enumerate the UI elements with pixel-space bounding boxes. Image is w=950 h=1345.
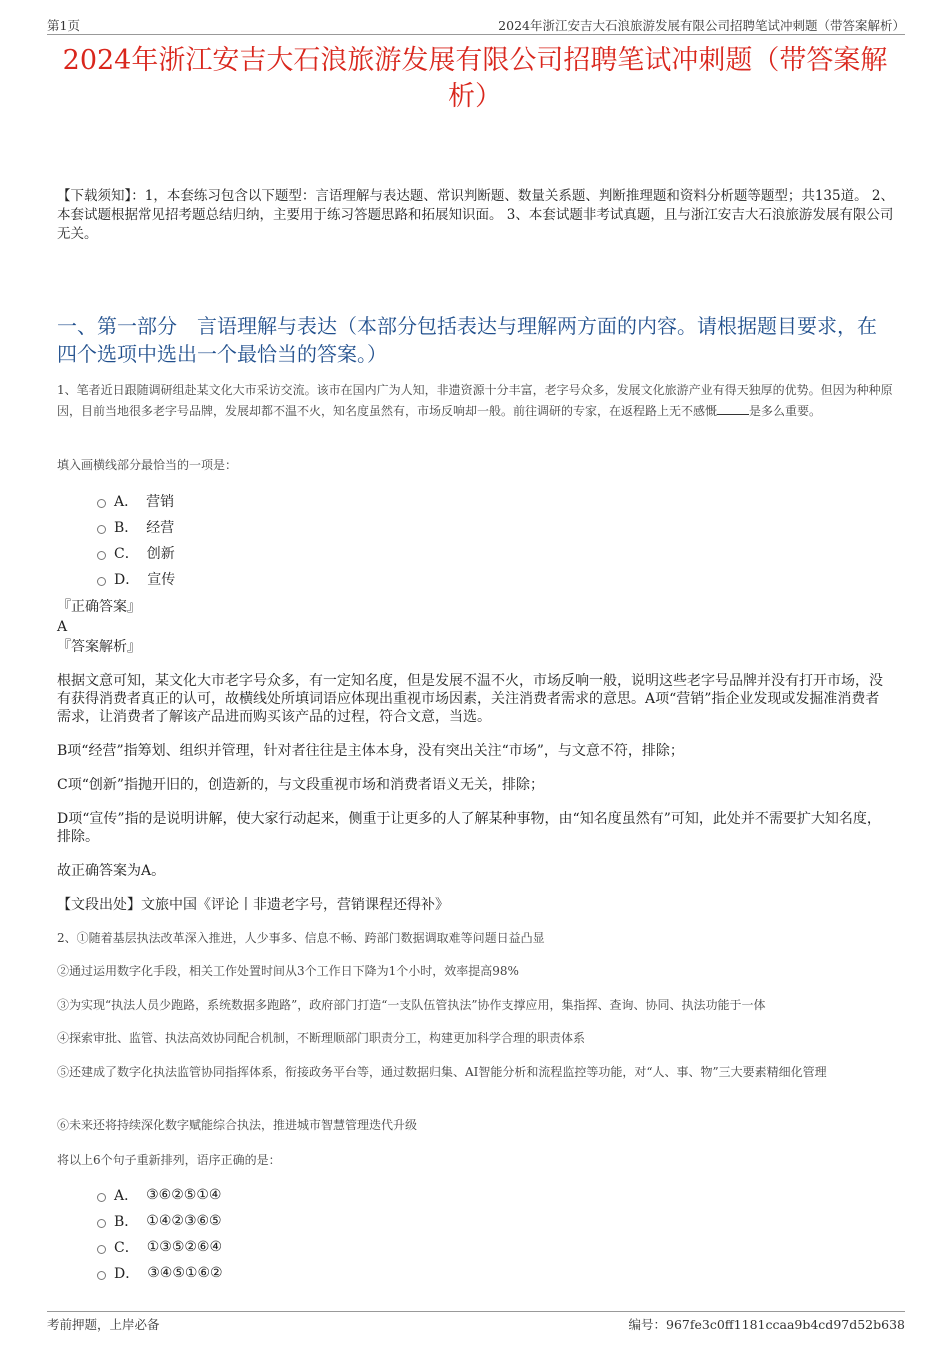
analysis-paragraph: 根据文意可知，某文化大市老字号众多，有一定知名度，但是发展不温不火，市场反响一般，说明这些老字号品牌并没有打开市场，没有获得消费者真正的认可，故横线处所填词语应体现出重视市场因素，关注消费者需求的意思。A项“营销”指企业发现或发掘准消费者需求，让消费者了解该产品进而购买该产品的过程，符合文意，当选。 [57, 673, 883, 725]
correct-answer: A [57, 619, 68, 635]
option-a[interactable]: A． 营销 [97, 488, 175, 514]
option-c[interactable]: C． ①③⑤②⑥④ [97, 1234, 223, 1260]
footer-serial: 编号：967fe3c0ff1181ccaa9b4cd97d52b638 [628, 1317, 905, 1332]
analysis-label: 『答案解析』 [57, 639, 141, 655]
radio-icon[interactable] [97, 1219, 106, 1228]
option-d[interactable]: D． 宣传 [97, 566, 175, 592]
radio-icon[interactable] [97, 525, 106, 534]
page-footer [47, 1311, 905, 1332]
question-2-sentence-5: ⑤还建成了数字化执法监管协同指挥体系，衔接政务平台等，通过数据归集、AI智能分析和流程监控等功能，对“人、事、物”三大要素精细化管理 [57, 1065, 827, 1079]
analysis-paragraph: D项“宣传”指的是说明讲解，使大家行动起来，侧重于让更多的人了解某种事物，由“知名度虽然有”可知，此处并不需要扩大知名度，排除。 [57, 811, 881, 845]
header-doc-title: 2024年浙江安吉大石浪旅游发展有限公司招聘笔试冲刺题（带答案解析） [498, 18, 905, 33]
fill-blank [717, 402, 749, 415]
question-2-sentence-4: ④探索审批、监管、执法高效协同配合机制，不断理顺部门职责分工，构建更加科学合理的职责体系 [57, 1031, 586, 1045]
question-2-sentence-6: ⑥未来还将持续深化数字赋能综合执法，推进城市智慧管理迭代升级 [57, 1118, 418, 1132]
question-1-text-end: 是多么重要。 [749, 404, 822, 418]
download-notice: 【下载须知】：1，本套练习包含以下题型：言语理解与表达题、常识判断题、数量关系题、判断推理题和资料分析题等题型；共135道。 2、本套试题根据常见招考题总结归纳，主要用于练习答题思路和拓展知识面。 3、本套试题非考试真题，且与浙江安吉大石浪旅游发展有限公司无关。 [57, 188, 894, 242]
page-number: 第1页 [47, 18, 80, 33]
correct-answer-label: 『正确答案』 [57, 599, 141, 615]
question-1-text: 1、笔者近日跟随调研组赴某文化大市采访交流。该市在国内广为人知，非遗资源十分丰富，老字号众多，发展文化旅游产业有得天独厚的优势。但因为种种原因，目前当地很多老字号品牌，发展却都不温不火，知名度虽然有，市场反响却一般。前往调研的专家，在返程路上无不感慨 [57, 383, 893, 418]
radio-icon[interactable] [97, 1193, 106, 1202]
question-2-options [97, 1182, 223, 1286]
question-2-prompt: 将以上6个句子重新排列，语序正确的是： [57, 1153, 281, 1167]
question-1-options [97, 488, 175, 592]
analysis-paragraph: B项“经营”指筹划、组织并管理，针对者往往是主体本身，没有突出关注“市场”，与文意不符，排除； [57, 743, 684, 759]
document-title: 2024年浙江安吉大石浪旅游发展有限公司招聘笔试冲刺题（带答案解析） [62, 45, 888, 112]
option-a[interactable]: A． ③⑥②⑤①④ [97, 1182, 223, 1208]
answer-block [57, 598, 890, 656]
option-c[interactable]: C． 创新 [97, 540, 175, 566]
radio-icon[interactable] [97, 551, 106, 560]
radio-icon[interactable] [97, 577, 106, 586]
option-d[interactable]: D． ③④⑤①⑥② [97, 1260, 223, 1286]
analysis-source: 【文段出处】文旅中国《评论丨非遗老字号，营销课程还得补》 [57, 897, 449, 913]
radio-icon[interactable] [97, 499, 106, 508]
question-1-prompt: 填入画横线部分最恰当的一项是： [57, 458, 238, 472]
footer-slogan: 考前押题，上岸必备 [47, 1317, 160, 1332]
radio-icon[interactable] [97, 1245, 106, 1254]
analysis-paragraph: 故正确答案为A。 [57, 863, 166, 879]
option-b[interactable]: B． 经营 [97, 514, 175, 540]
section-heading: 一、第一部分 言语理解与表达（本部分包括表达与理解两方面的内容。请根据题目要求，在四个选项中选出一个最恰当的答案。） [57, 314, 877, 366]
page-header [47, 14, 905, 35]
question-1-stem [57, 380, 895, 422]
radio-icon[interactable] [97, 1271, 106, 1280]
analysis-paragraph: C项“创新”指抛开旧的，创造新的，与文段重视市场和消费者语义无关，排除； [57, 777, 545, 793]
question-2-sentence-2: ②通过运用数字化手段，相关工作处置时间从3个工作日下降为1个小时，效率提高98% [57, 964, 519, 978]
option-b[interactable]: B． ①④②③⑥⑤ [97, 1208, 223, 1234]
question-2-sentence-3: ③为实现“执法人员少跑路，系统数据多跑路”，政府部门打造“一支队伍管执法”协作支撑应用，集指挥、查询、协同、执法功能于一体 [57, 998, 766, 1012]
question-2-sentence-1: 2、①随着基层执法改革深入推进，人少事多、信息不畅、跨部门数据调取难等问题日益凸显 [57, 931, 545, 945]
analysis-block [57, 672, 890, 930]
